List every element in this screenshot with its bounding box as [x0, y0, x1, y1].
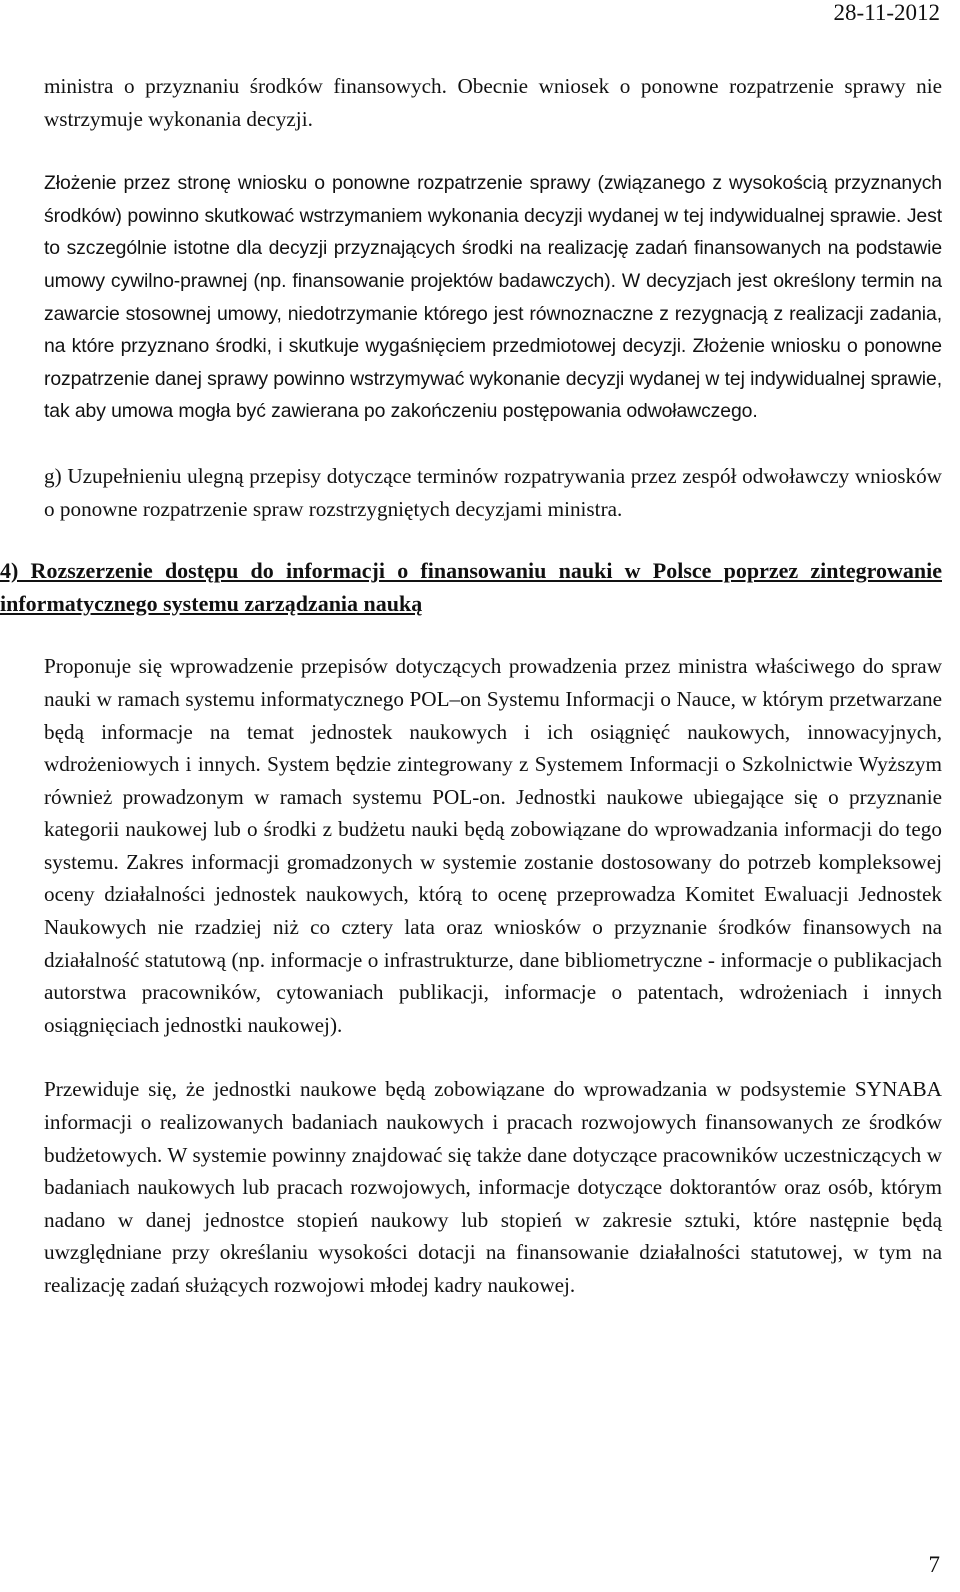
paragraph-point-g: g) Uzupełnieniu ulegną przepisy dotyczące terminów rozpatrywania przez zespół odwoławczy wniosków o ponowne rozpatrzenie spraw rozstrzygniętych decyzjami ministra. — [44, 463, 942, 521]
paragraph-pol-on-system: Proponuje się wprowadzenie przepisów dotyczących prowadzenia przez ministra właściwego do spraw nauki w ramach systemu informatycznego POL–on Systemu Informacji o Nauce, w którym przetwarzane będą informacje na temat jednostek naukowych i ich osiągnięć naukowych, innowacyjnych, wdrożeniowych i innych. System będzie zintegrowany z Systemem Informacji o Szkolnictwie Wyższym również prowadzonym w ramach systemu POL-on. Jednostki naukowe ubiegające się o przyznanie kategorii naukowej lub o środki z budżetu nauki będą zobowiązane do wprowadzania informacji do tego systemu. Zakres informacji gromadzonych w systemie zostanie dostosowany do potrzeb kompleksowej oceny działalności jednostek naukowych, którą to ocenę przeprowadza Komitet Ewaluacji Jednostek Naukowych nie rzadziej niż co cztery lata oraz wniosków o przyznanie środków finansowych na działalność statutową (np. informacje o infrastrukturze, dane bibliometryczne - informacje o publikacjach autorstwa pracowników, cytowaniach publikacji, informacje o patentach, wdrożeniach i innych osiągnięciach jednostki naukowej). — [44, 654, 942, 1037]
paragraph-continuation: ministra o przyznaniu środków finansowych. Obecnie wniosek o ponowne rozpatrzenie sprawy nie wstrzymuje wykonania decyzji. — [44, 74, 942, 131]
document-date: 28-11-2012 — [833, 0, 940, 25]
document-body — [0, 70, 942, 1302]
paragraph-synaba-subsystem: Przewiduje się, że jednostki naukowe będą zobowiązane do wprowadzania w podsystemie SYNABA informacji o realizowanych badaniach naukowych i pracach rozwojowych finansowanych ze środków budżetowych. W systemie powinny znajdować się także dane dotyczące pracowników uczestniczących w badaniach naukowych lub pracach rozwojowych, informacje dotyczące doktorantów oraz osób, którym nadano w danej jednostce stopień naukowy lub stopień w zakresie sztuki, które następnie będą uwzględniane przy określaniu wysokości dotacji na finansowanie działalności statutowej, w tym na realizację zadań służących rozwojowi młodej kadry naukowej. — [44, 1077, 942, 1297]
page-number: 7 — [928, 1552, 940, 1577]
paragraph-suspension-of-decision: Złożenie przez stronę wniosku o ponowne rozpatrzenie sprawy (związanego z wysokością przyznanych środków) powinno skutkować wstrzymaniem wykonania decyzji wydanej w tej indywidualnej sprawie. Jest to szczególnie istotne dla decyzji przyznających środki na realizację zadań finansowanych na podstawie umowy cywilno-prawnej (np. finansowanie projektów badawczych). W decyzjach jest określony termin na zawarcie stosownej umowy, niedotrzymanie którego jest równoznaczne z rezygnacją z realizacji zadania, na które przyznano środki, i skutkuje wygaśnięciem przedmiotowej decyzji. Złożenie wniosku o ponowne rozpatrzenie danej sprawy powinno wstrzymywać wykonanie decyzji wydanej w tej indywidualnej sprawie, tak aby umowa mogła być zawierana po zakończeniu postępowania odwoławczego. — [44, 172, 942, 423]
section-heading-4: 4) Rozszerzenie dostępu do informacji o finansowaniu nauki w Polsce poprzez zintegrowanie informatycznego systemu zarządzania nauką — [0, 558, 942, 616]
